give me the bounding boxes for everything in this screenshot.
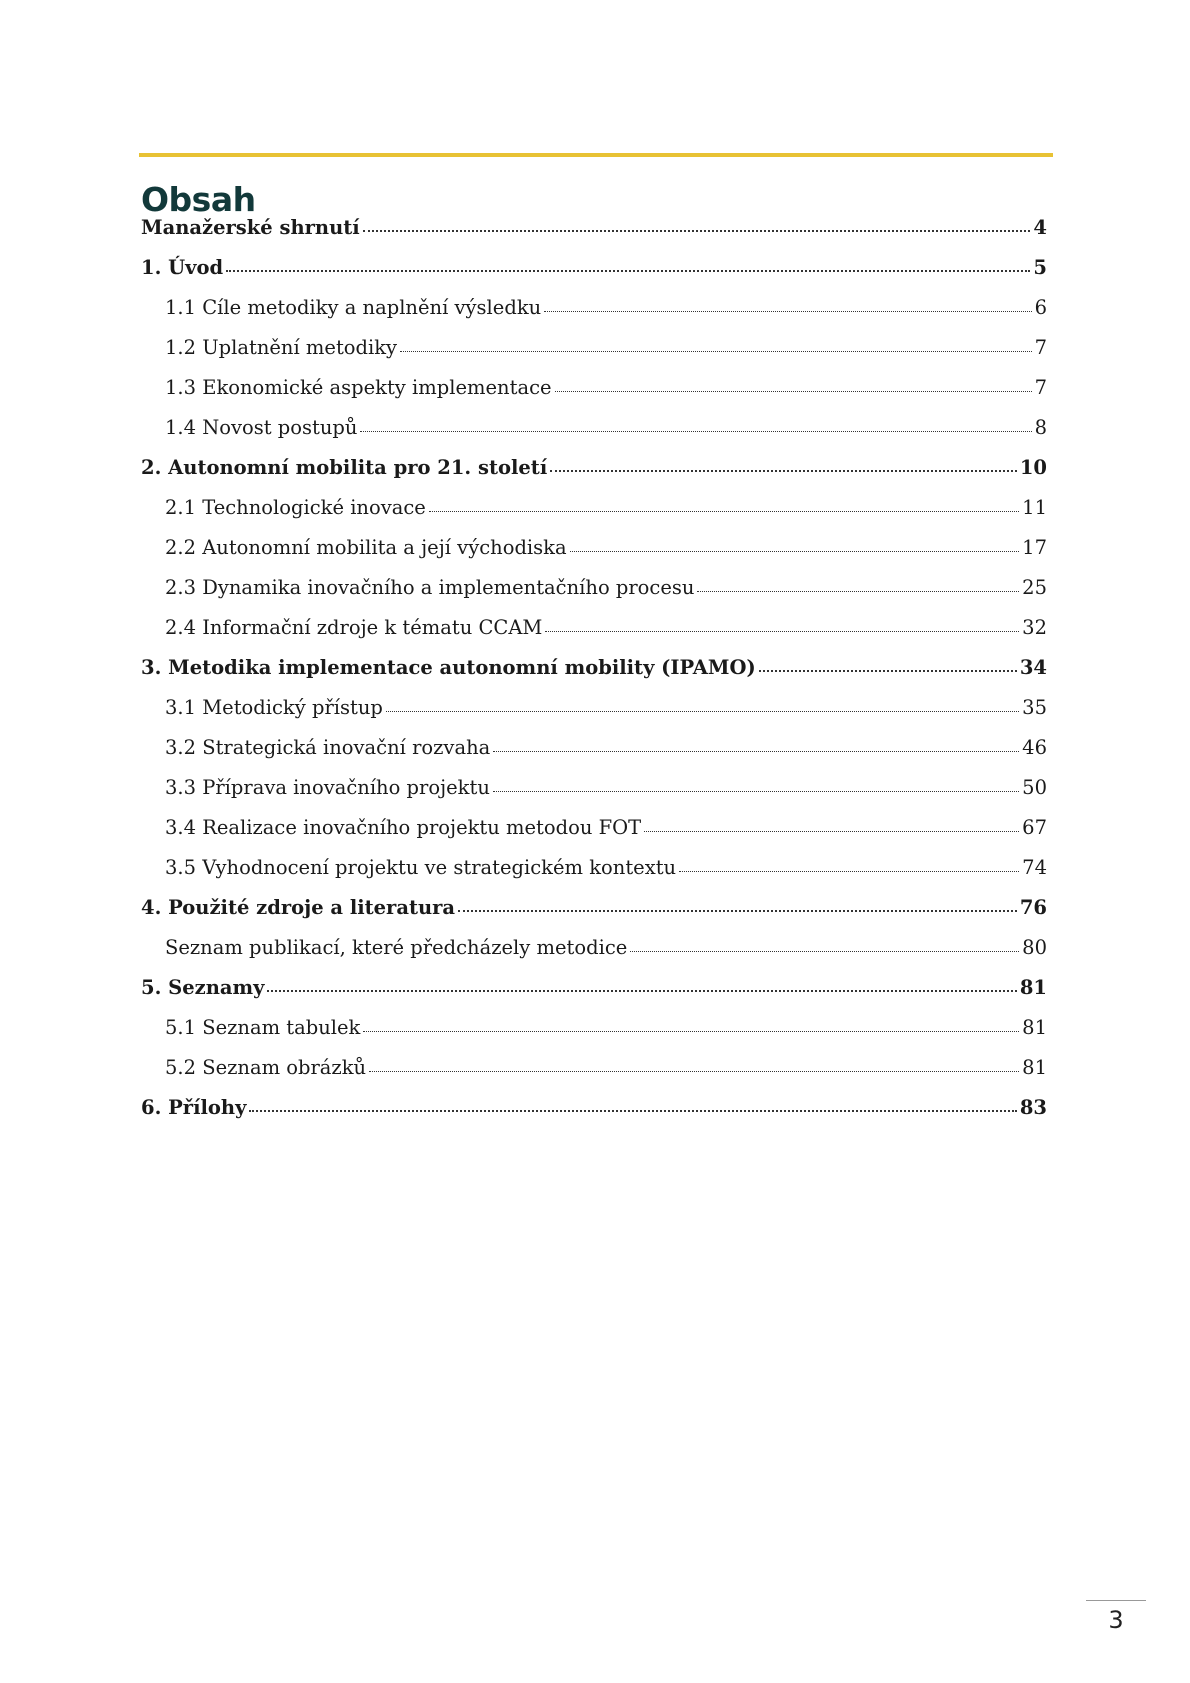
toc-section-entry[interactable] [141, 856, 1047, 896]
toc-section-entry[interactable] [141, 1056, 1047, 1096]
dot-leader [644, 831, 1019, 832]
toc-entry-page-number: 8 [1034, 416, 1047, 439]
toc-section-entry[interactable] [141, 776, 1047, 816]
dot-leader [369, 1071, 1019, 1072]
toc-entry-label: 5.2 Seznam obrázků [165, 1056, 367, 1079]
toc-entry-label: 3. Metodika implementace autonomní mobility (IPAMO) [141, 656, 756, 679]
toc-section-entry[interactable] [141, 696, 1047, 736]
title-accent-rule [139, 153, 1053, 157]
toc-entry-label: 2.2 Autonomní mobilita a její východiska [165, 536, 567, 559]
dot-leader [630, 951, 1019, 952]
toc-entry-page-number: 25 [1022, 576, 1047, 599]
dot-leader [267, 990, 1016, 992]
toc-entry-label: 1.4 Novost postupů [165, 416, 358, 439]
toc-section-entry[interactable] [141, 536, 1047, 576]
toc-chapter-entry[interactable] [141, 216, 1047, 256]
toc-entry-page-number: 74 [1022, 856, 1047, 879]
dot-leader [386, 711, 1019, 712]
toc-chapter-entry[interactable] [141, 976, 1047, 1016]
toc-entry-page-number: 17 [1022, 536, 1047, 559]
toc-entry-page-number: 83 [1019, 1096, 1047, 1119]
toc-entry-page-number: 46 [1022, 736, 1047, 759]
toc-entry-page-number: 5 [1033, 256, 1047, 279]
toc-entry-page-number: 81 [1019, 976, 1047, 999]
toc-section-entry[interactable] [141, 296, 1047, 336]
toc-entry-label: 2. Autonomní mobilita pro 21. století [141, 456, 548, 479]
toc-entry-label: 5. Seznamy [141, 976, 265, 999]
dot-leader [545, 631, 1019, 632]
dot-leader [458, 910, 1017, 912]
toc-entry-label: 1.3 Ekonomické aspekty implementace [165, 376, 552, 399]
toc-entry-label: 1. Úvod [141, 256, 224, 279]
toc-entry-page-number: 4 [1033, 216, 1047, 239]
toc-entry-label: Seznam publikací, které předcházely metodice [165, 936, 628, 959]
dot-leader [550, 470, 1017, 472]
toc-entry-page-number: 32 [1022, 616, 1047, 639]
dot-leader [570, 551, 1020, 552]
toc-entry-page-number: 10 [1019, 456, 1047, 479]
toc-entry-page-number: 50 [1022, 776, 1047, 799]
toc-chapter-entry[interactable] [141, 656, 1047, 696]
toc-entry-label: 2.3 Dynamika inovačního a implementačního procesu [165, 576, 695, 599]
toc-entry-page-number: 67 [1022, 816, 1047, 839]
dot-leader [759, 670, 1017, 672]
toc-entry-label: 6. Přílohy [141, 1096, 247, 1119]
dot-leader [363, 230, 1031, 232]
dot-leader [429, 511, 1019, 512]
toc-section-entry[interactable] [141, 736, 1047, 776]
toc-entry-label: Manažerské shrnutí [141, 216, 360, 239]
toc-entry-label: 4. Použité zdroje a literatura [141, 896, 456, 919]
toc-entry-page-number: 81 [1022, 1056, 1047, 1079]
toc-entry-label: 3.1 Metodický přístup [165, 696, 383, 719]
toc-section-entry[interactable] [141, 616, 1047, 656]
dot-leader [363, 1031, 1019, 1032]
toc-entry-page-number: 7 [1034, 336, 1047, 359]
toc-entry-page-number: 76 [1019, 896, 1047, 919]
page-number-rule [1086, 1600, 1146, 1601]
toc-section-entry[interactable] [141, 336, 1047, 376]
toc-chapter-entry[interactable] [141, 456, 1047, 496]
dot-leader [493, 791, 1019, 792]
toc-entry-label: 2.1 Technologické inovace [165, 496, 426, 519]
dot-leader [249, 1110, 1016, 1112]
page-title: Obsah [141, 180, 256, 220]
toc-entry-label: 5.1 Seznam tabulek [165, 1016, 361, 1039]
toc-chapter-entry[interactable] [141, 896, 1047, 936]
toc-entry-page-number: 34 [1019, 656, 1047, 679]
toc-chapter-entry[interactable] [141, 1096, 1047, 1136]
toc-entry-page-number: 11 [1022, 496, 1047, 519]
toc-section-entry[interactable] [141, 416, 1047, 456]
toc-entry-page-number: 81 [1022, 1016, 1047, 1039]
dot-leader [697, 591, 1019, 592]
toc-entry-page-number: 6 [1034, 296, 1047, 319]
toc-entry-page-number: 7 [1034, 376, 1047, 399]
toc-entry-label: 3.3 Příprava inovačního projektu [165, 776, 490, 799]
toc-chapter-entry[interactable] [141, 256, 1047, 296]
toc-entry-label: 1.1 Cíle metodiky a naplnění výsledku [165, 296, 542, 319]
toc-entry-label: 3.5 Vyhodnocení projektu ve strategickém kontextu [165, 856, 677, 879]
dot-leader [493, 751, 1019, 752]
toc-entry-label: 2.4 Informační zdroje k tématu CCAM [165, 616, 543, 639]
toc-section-entry[interactable] [141, 1016, 1047, 1056]
toc-section-entry[interactable] [141, 376, 1047, 416]
toc-entry-label: 3.2 Strategická inovační rozvaha [165, 736, 491, 759]
toc-section-entry[interactable] [141, 816, 1047, 856]
toc-section-entry[interactable] [141, 936, 1047, 976]
toc-entry-label: 3.4 Realizace inovačního projektu metodou FOT [165, 816, 642, 839]
page-number: 3 [1108, 1606, 1124, 1634]
table-of-contents [141, 216, 1047, 1136]
toc-entry-page-number: 35 [1022, 696, 1047, 719]
dot-leader [679, 871, 1019, 872]
toc-entry-label: 1.2 Uplatnění metodiky [165, 336, 398, 359]
dot-leader [544, 311, 1031, 312]
dot-leader [400, 351, 1032, 352]
toc-section-entry[interactable] [141, 496, 1047, 536]
toc-entry-page-number: 80 [1022, 936, 1047, 959]
dot-leader [360, 431, 1031, 432]
toc-section-entry[interactable] [141, 576, 1047, 616]
dot-leader [555, 391, 1032, 392]
dot-leader [226, 270, 1030, 272]
